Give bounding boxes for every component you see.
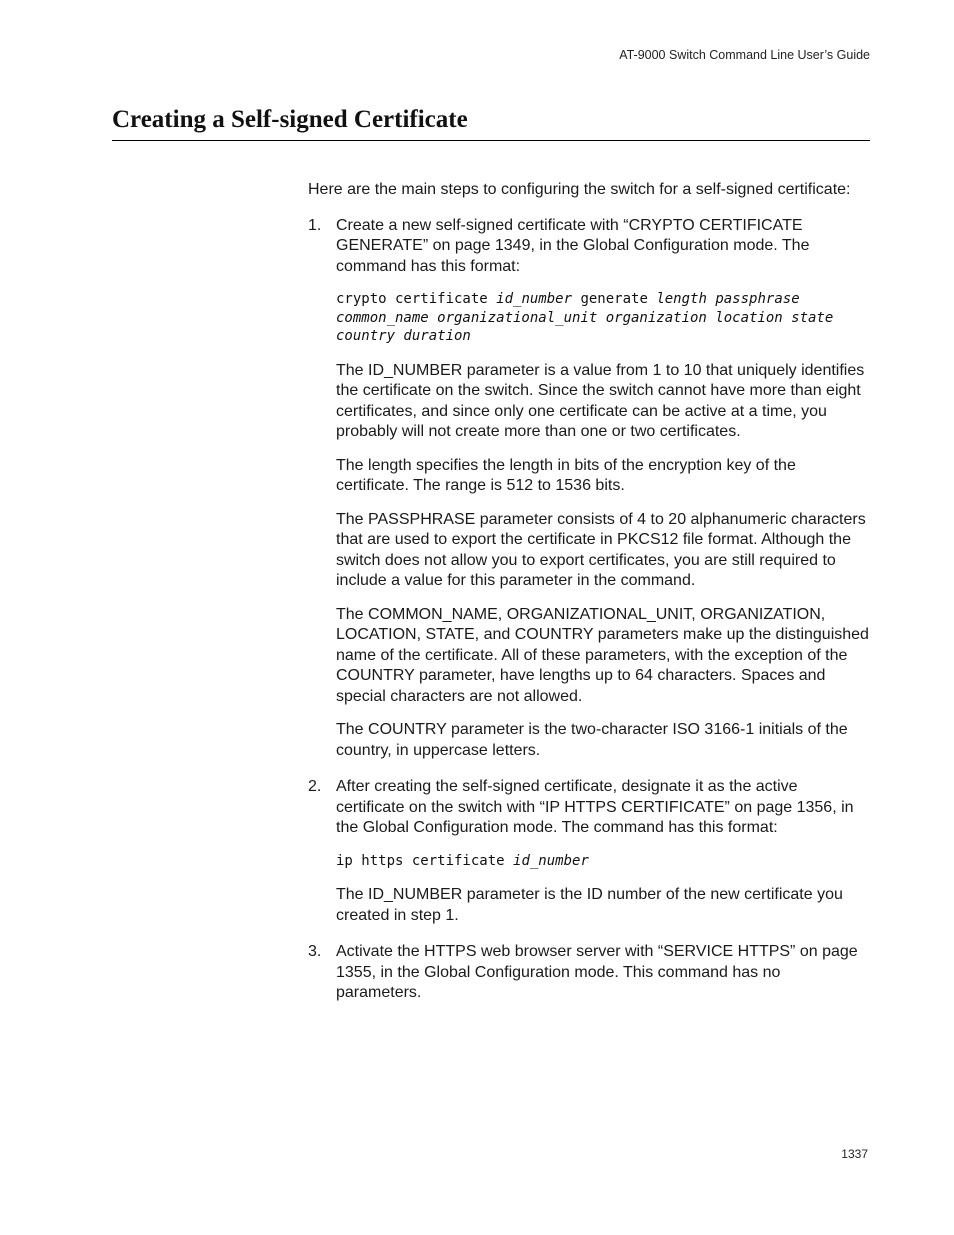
- step-number: 1.: [308, 216, 322, 234]
- step-body: [336, 777, 870, 926]
- step-text: After creating the self-signed certificate, designate it as the active certificate on the switch with “IP HTTPS CERTIFICATE” on page 1356, in the Global Configuration mode. The command has this format:: [336, 778, 854, 836]
- step-text: Create a new self-signed certificate with “CRYPTO CERTIFICATE GENERATE” on page 1349, in the Global Configuration mode. The command has this format:: [336, 216, 810, 275]
- step-3: [308, 942, 870, 1004]
- parameter-description: The PASSPHRASE parameter consists of 4 to 20 alphanumeric characters that are used to export the certificate in PKCS12 file format. Although the switch does not allow you to export certificates, you are still required to include a value for this parameter in the command.: [336, 510, 866, 589]
- running-header: AT-9000 Switch Command Line User’s Guide: [619, 48, 870, 62]
- parameter-description: The COUNTRY parameter is the two-character ISO 3166-1 initials of the country, in uppercase letters.: [336, 721, 848, 759]
- code-keyword: crypto certificate: [336, 291, 488, 307]
- step-body: [336, 942, 870, 1004]
- page-number: 1337: [841, 1147, 868, 1161]
- code-keyword: generate: [580, 291, 648, 307]
- code-keyword: ip https certificate: [336, 852, 505, 869]
- parameter-description: The length specifies the length in bits of the encryption key of the certificate. The range is 512 to 1536 bits.: [336, 456, 796, 494]
- step-number: 3.: [308, 943, 322, 960]
- intro-paragraph: Here are the main steps to configuring the switch for a self-signed certificate:: [308, 181, 851, 198]
- code-parameter: length passphrase common_name organizational_unit organization location state country duration: [336, 291, 834, 344]
- code-parameter: id_number: [496, 291, 573, 307]
- parameter-description: The ID_NUMBER parameter is the ID number of the new certificate you created in step 1.: [336, 886, 843, 924]
- section-title: Creating a Self-signed Certificate: [112, 106, 468, 133]
- step-2: [308, 777, 870, 926]
- parameter-description: The COMMON_NAME, ORGANIZATIONAL_UNIT, ORGANIZATION, LOCATION, STATE, and COUNTRY parameters make up the distinguished name of the certificate. All of these parameters, with the exception of the COUNTRY parameter, have lengths up to 64 characters. Spaces and special characters are not allowed.: [336, 605, 869, 705]
- title-rule: [112, 140, 870, 141]
- command-syntax: [336, 290, 870, 346]
- parameter-description: The ID_NUMBER parameter is a value from 1 to 10 that uniquely identifies the certificate on the switch. Since the switch cannot have more than eight certificates, and since only one certificate can be active at a time, you probably will not create more than one or two certificates.: [336, 361, 865, 440]
- step-number: 2.: [308, 778, 322, 795]
- step-1: [308, 216, 870, 762]
- code-parameter: id_number: [513, 852, 589, 869]
- command-syntax: [336, 852, 870, 871]
- main-content: [308, 180, 870, 1020]
- step-text: Activate the HTTPS web browser server with “SERVICE HTTPS” on page 1355, in the Global Configuration mode. This command has no parameters.: [336, 943, 858, 1001]
- step-body: [336, 216, 870, 762]
